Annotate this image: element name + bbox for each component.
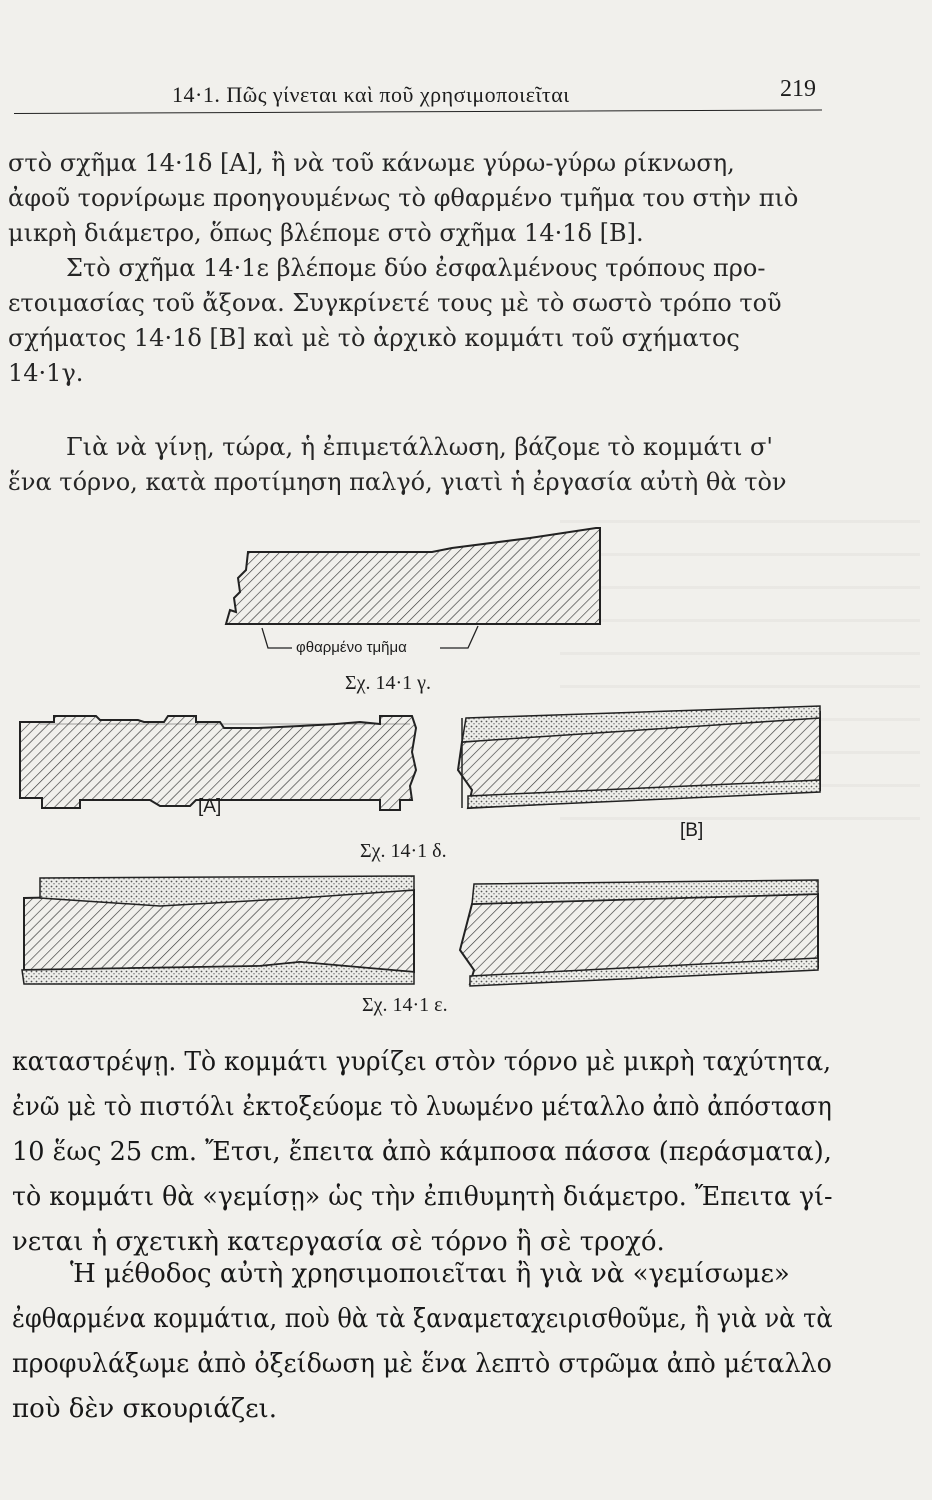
paragraph-5 <box>12 1252 832 1432</box>
text-line: μικρὴ διάμετρο, ὅπως βλέπομε στὸ σχῆμα 14·1δ [B]. <box>8 219 644 247</box>
figure-14-1-epsilon-left <box>22 876 414 984</box>
text-line: σχήματος 14·1δ [B] καὶ μὲ τὸ ἀρχικὸ κομμάτι τοῦ σχήματος <box>8 324 740 352</box>
text-line: 14·1γ. <box>8 359 84 387</box>
text-line: 10 ἕως 25 cm. Ἔτσι, ἔπειτα ἀπὸ κάμποσα πάσσα (περάσματα), <box>12 1137 832 1167</box>
text-line: ἀφοῦ τορνίρωμε προηγουμένως τὸ φθαρμένο τμῆμα του στὴν πιὸ <box>8 184 799 212</box>
figure-14-1-delta-b <box>458 706 820 808</box>
text-line: προφυλάξωμε ἀπὸ ὀξείδωση μὲ ἕνα λεπτὸ στρῶμα ἀπὸ μέταλλο <box>12 1349 832 1379</box>
text-line: ἐνῶ μὲ τὸ πιστόλι ἐκτοξεύομε τὸ λυωμένο μέταλλο ἀπὸ ἀπόσταση <box>12 1092 832 1122</box>
text-line: Ἡ μέθοδος αὐτὴ χρησιμοποιεῖται ἢ γιὰ νὰ «γεμίσωμε» <box>70 1259 790 1289</box>
caption-14-1-delta: Σχ. 14·1 δ. <box>360 840 447 862</box>
text-line: καταστρέψῃ. Τὸ κομμάτι γυρίζει στὸν τόρνο μὲ μικρὴ ταχύτητα, <box>12 1047 832 1077</box>
text-line: στὸ σχῆμα 14·1δ [A], ἢ νὰ τοῦ κάνωμε γύρω-γύρω ρίκνωση, <box>8 149 735 177</box>
caption-14-1-epsilon: Σχ. 14·1 ε. <box>362 994 448 1016</box>
text-line: νεται ἡ σχετικὴ κατεργασία σὲ τόρνο ἢ σὲ τροχό. <box>12 1227 665 1257</box>
caption-14-1-gamma: Σχ. 14·1 γ. <box>345 672 432 694</box>
text-line: ἐφθαρμένα κομμάτια, ποὺ θὰ τὰ ξαναμεταχειρισθοῦμε, ἢ γιὰ νὰ τὰ <box>12 1304 833 1334</box>
figure-14-1-gamma <box>226 528 600 648</box>
figure-14-1-epsilon-right <box>460 880 818 986</box>
text-line: Γιὰ νὰ γίνῃ, τώρα, ἡ ἐπιμετάλλωση, βάζομε τὸ κομμάτι σ' <box>66 433 774 461</box>
label-b: [B] <box>680 820 704 841</box>
label-a: [A] <box>198 796 222 817</box>
text-line: ἕνα τόρνο, κατὰ προτίμηση παλγό, γιατὶ ἡ ἐργασία αὐτὴ θὰ τὸν <box>8 468 787 496</box>
text-line: ποὺ δὲν σκουριάζει. <box>12 1394 278 1424</box>
worn-shaft-drawing <box>226 528 600 624</box>
page-number: 219 <box>780 76 816 102</box>
text-line: τὸ κομμάτι θὰ «γεμίσῃ» ὡς τὴν ἐπιθυμητὴ διάμετρο. Ἔπειτα γί- <box>12 1182 833 1212</box>
running-head: 14·1. Πῶς γίνεται καὶ ποῦ χρησιμοποιεῖται <box>172 82 570 107</box>
paragraph-4 <box>12 1040 832 1265</box>
text-line: Στὸ σχῆμα 14·1ε βλέπομε δύο ἐσφαλμένους τρόπους προ- <box>66 254 766 282</box>
text-line: ετοιμασίας τοῦ ἄξονα. Συγκρίνετέ τους μὲ τὸ σωστὸ τρόπο τοῦ <box>8 289 782 317</box>
worn-section-label: φθαρμένο τμῆμα <box>296 639 407 656</box>
